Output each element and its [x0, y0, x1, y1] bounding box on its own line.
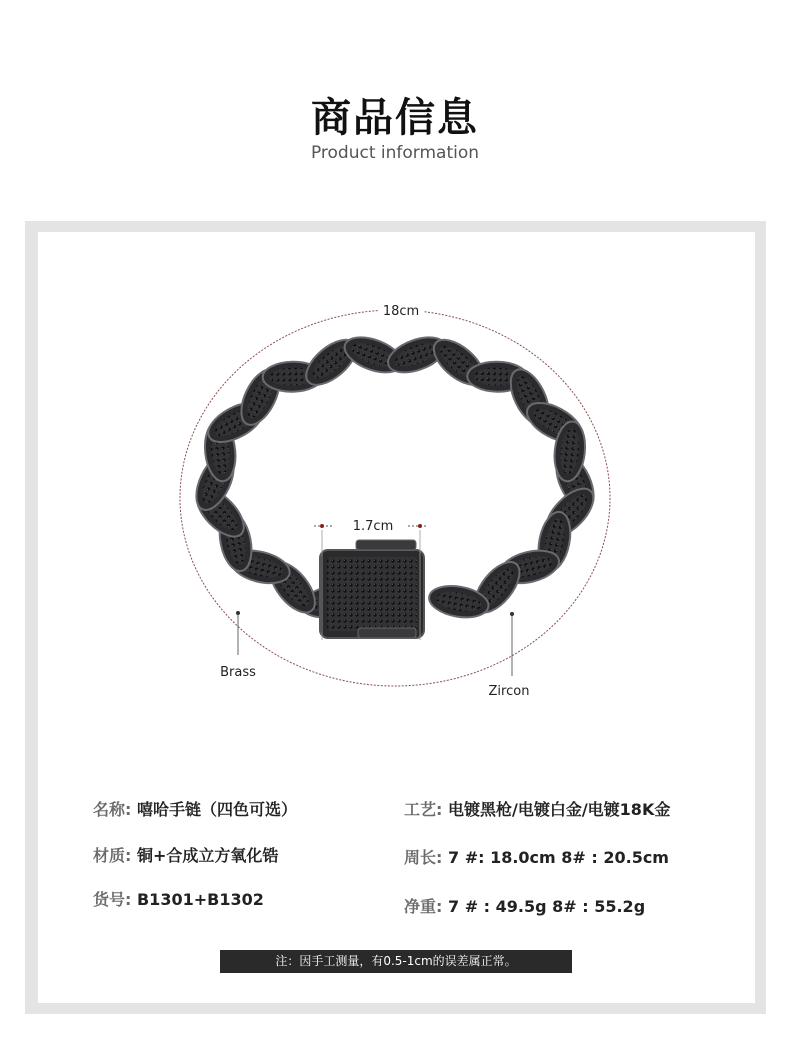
spec-sku-key: 货号: — [93, 890, 132, 909]
spec-name — [93, 797, 297, 820]
measurement-note: 注：因手工测量，有0.5-1cm的误差属正常。 — [220, 950, 572, 973]
spec-weight — [404, 894, 645, 917]
spec-weight-value: 7 # : 49.5g 8# : 55.2g — [447, 897, 646, 916]
spec-name-key: 名称: — [93, 800, 132, 819]
spec-material — [93, 843, 278, 866]
spec-material-value: 铜+合成立方氧化锆 — [136, 846, 279, 865]
spec-perimeter — [404, 845, 669, 868]
spec-craft-key: 工艺: — [404, 800, 443, 819]
spec-craft — [404, 797, 670, 820]
spec-perimeter-key: 周长: — [404, 848, 443, 867]
spec-weight-key: 净重: — [404, 897, 443, 916]
page-title: 商品信息 — [311, 95, 479, 141]
spec-material-key: 材质: — [93, 846, 132, 865]
spec-craft-value: 电镀黑枪/电镀白金/电镀18K金 — [447, 800, 671, 819]
page-subtitle: Product information — [310, 143, 480, 163]
spec-sku-value: B1301+B1302 — [136, 890, 264, 909]
spec-sku — [93, 887, 264, 910]
brass-label: Brass — [220, 665, 256, 680]
spec-name-value: 嘻哈手链（四色可选） — [136, 800, 297, 819]
clasp — [320, 540, 424, 638]
width-label: 1.7cm — [352, 519, 394, 534]
zircon-label: Zircon — [488, 684, 530, 699]
spec-perimeter-value: 7 #: 18.0cm 8# : 20.5cm — [447, 848, 669, 867]
length-label: 18cm — [382, 304, 420, 319]
